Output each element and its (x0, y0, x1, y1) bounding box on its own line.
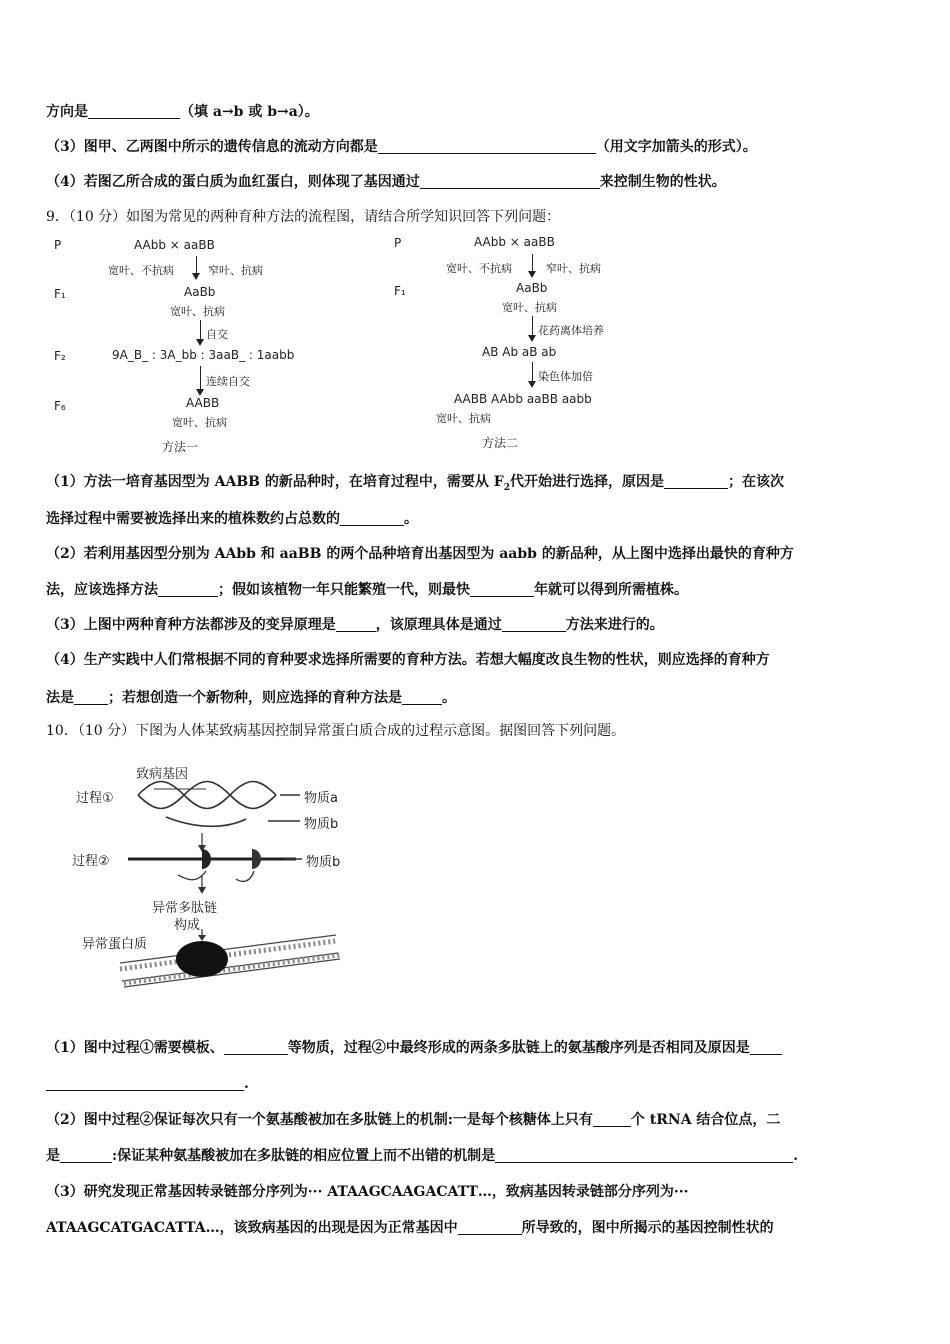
step-doubling: 染色体加倍 (538, 370, 593, 383)
abnormal-chain-label: 异常多肽链 (152, 901, 218, 916)
q9-3: （3）上图中两种育种方法都涉及的变异原理是 ，该原理具体是通过 方法来进行的。 (46, 617, 664, 633)
result-genotypes: AABB AAbb aaBB aabb (454, 392, 592, 406)
label-f6: F₆ (54, 399, 66, 413)
label-p: P (394, 236, 402, 250)
f1-geno: AaBb (184, 285, 216, 299)
abnormal-protein-icon (176, 941, 228, 977)
substance-b-label: 物质b (304, 817, 339, 832)
label-p: P (54, 238, 62, 252)
constitute-label: 构成 (174, 918, 201, 933)
result-pheno: 宽叶、抗病 (436, 412, 491, 425)
answer-blank[interactable] (88, 104, 180, 119)
f1-geno: AaBb (516, 281, 548, 295)
pheno-left: 宽叶、不抗病 (108, 264, 174, 277)
f1-pheno: 宽叶、抗病 (170, 305, 225, 318)
cell-membrane (120, 935, 340, 987)
dna-strand-2 (138, 782, 276, 809)
answer-blank[interactable] (60, 1148, 112, 1163)
f6-geno: AABB (186, 396, 220, 410)
ribosome-icon (202, 849, 211, 869)
line-direction: 方向是 （填 a→b 或 b→a）。 (46, 104, 319, 120)
answer-blank[interactable] (495, 1148, 793, 1163)
arrow-down-icon (200, 320, 201, 344)
answer-blank[interactable] (402, 690, 442, 705)
q9-2-line2: 法，应该选择方法 ；假如该植物一年只能繁殖一代，则最快 年就可以得到所需植株。 (46, 582, 688, 598)
breeding-flowchart (46, 232, 646, 457)
question-10: 10．（10 分）下图为人体某致病基因控制异常蛋白质合成的过程示意图。据图回答下列问题。 (46, 723, 626, 739)
q9-1-line1: （1）方法一培育基因型为 AABB 的新品种时，在培育过程中，需要从 $F_2$代开始进行选择，原因是 ；在该次 (46, 474, 784, 493)
cross: AAbb × aaBB (474, 235, 555, 249)
label-f1: F₁ (54, 287, 66, 301)
arrow-down-icon (196, 256, 197, 278)
f6-pheno: 宽叶、抗病 (172, 416, 227, 429)
q10-1-line2: . (46, 1074, 906, 1094)
arrow-down-icon (532, 316, 533, 340)
q10-3-line2: ATAAGCATGACATTA…，该致病基因的出现是因为正常基因中 所导致的，图中所揭示的基因控制性状的 (46, 1220, 774, 1236)
protein-synthesis-diagram (46, 755, 366, 995)
arrow-down-icon (532, 254, 533, 276)
answer-blank[interactable] (158, 582, 218, 597)
abnormal-protein-label: 异常蛋白质 (82, 937, 148, 952)
answer-blank[interactable] (470, 582, 534, 597)
process-2-label: 过程② (72, 854, 110, 869)
answer-blank[interactable] (458, 1220, 522, 1235)
step-anther-culture: 花药离体培养 (538, 324, 604, 337)
pheno-right: 窄叶、抗病 (208, 264, 263, 277)
ribosome-icon (252, 849, 261, 869)
q10-3-line1: （3）研究发现正常基因转录链部分序列为··· ATAAGCAAGACATT…，致病基因转录链部分序列为··· (46, 1184, 689, 1200)
question-9: 9．（10 分）如图为常见的两种育种方法的流程图，请结合所学知识回答下列问题： (46, 209, 561, 225)
pheno-left: 宽叶、不抗病 (446, 262, 512, 275)
method-one-label: 方法一 (162, 440, 199, 454)
method-two-label: 方法二 (482, 436, 519, 450)
answer-blank[interactable] (664, 474, 728, 489)
gene-label: 致病基因 (136, 767, 189, 782)
answer-blank[interactable] (378, 139, 596, 154)
process-1-label: 过程① (76, 791, 114, 806)
gametes: AB Ab aB ab (482, 345, 557, 359)
step-selfing: 自交 (206, 328, 228, 341)
answer-blank[interactable] (74, 690, 108, 705)
substance-b2-label: 物质b (306, 855, 341, 870)
polypeptide (236, 871, 254, 881)
answer-blank[interactable] (224, 1040, 288, 1055)
step-continuous-selfing: 连续自交 (206, 375, 250, 388)
answer-blank[interactable] (420, 174, 600, 189)
f1-pheno: 宽叶、抗病 (502, 301, 557, 314)
q9-4-line2: 法是 ；若想创造一个新物种，则应选择的育种方法是 。 (46, 690, 456, 706)
q9-2-line1: （2）若利用基因型分别为 AAbb 和 aaBB 的两个品种培育出基因型为 aabb 的新品种，从上图中选择出最快的育种方 (46, 546, 794, 562)
f2-ratio: 9A_B_ : 3A_bb : 3aaB_ : 1aabb (112, 348, 295, 362)
arrow-down-icon (200, 366, 201, 394)
substance-a-label: 物质a (304, 791, 338, 806)
arrow-down-icon (198, 935, 206, 941)
cross: AAbb × aaBB (134, 238, 215, 252)
q9-4-line1: （4）生产实践中人们常根据不同的育种要求选择所需要的育种方法。若想大幅度改良生物的性状，则应选择的育种方 (46, 652, 770, 668)
answer-blank[interactable] (593, 1112, 631, 1127)
answer-blank[interactable] (340, 511, 404, 526)
dna-strand-1 (138, 782, 276, 809)
answer-blank[interactable] (502, 617, 566, 632)
q9-1-line2: 选择过程中需要被选择出来的植株数约占总数的 。 (46, 511, 418, 527)
answer-blank[interactable] (46, 1076, 244, 1091)
mrna-strand (166, 817, 246, 826)
q10-2-line1: （2）图中过程②保证每次只有一个氨基酸被加在多肽链上的机制:一是每个核糖体上只有 个 tRNA 结合位点，二 (46, 1112, 781, 1128)
line-q8-3: （3）图甲、乙两图中所示的遗传信息的流动方向都是 （用文字加箭头的形式）。 (46, 139, 757, 155)
line-q8-4: （4）若图乙所合成的蛋白质为血红蛋白，则体现了基因通过 来控制生物的性状。 (46, 174, 726, 190)
arrow-down-icon (198, 887, 206, 894)
answer-blank[interactable] (336, 617, 376, 632)
q10-2-line2: 是 :保证某种氨基酸被加在多肽链的相应位置上而不出错的机制是 . (46, 1148, 799, 1164)
q10-1-line1: （1）图中过程①需要模板、 等物质，过程②中最终形成的两条多肽链上的氨基酸序列是否相同及原因是 (46, 1038, 906, 1058)
answer-blank[interactable] (750, 1040, 782, 1055)
pheno-right: 窄叶、抗病 (546, 262, 601, 275)
label-f2: F₂ (54, 349, 66, 363)
label-f1: F₁ (394, 284, 406, 298)
arrow-down-icon (532, 362, 533, 386)
